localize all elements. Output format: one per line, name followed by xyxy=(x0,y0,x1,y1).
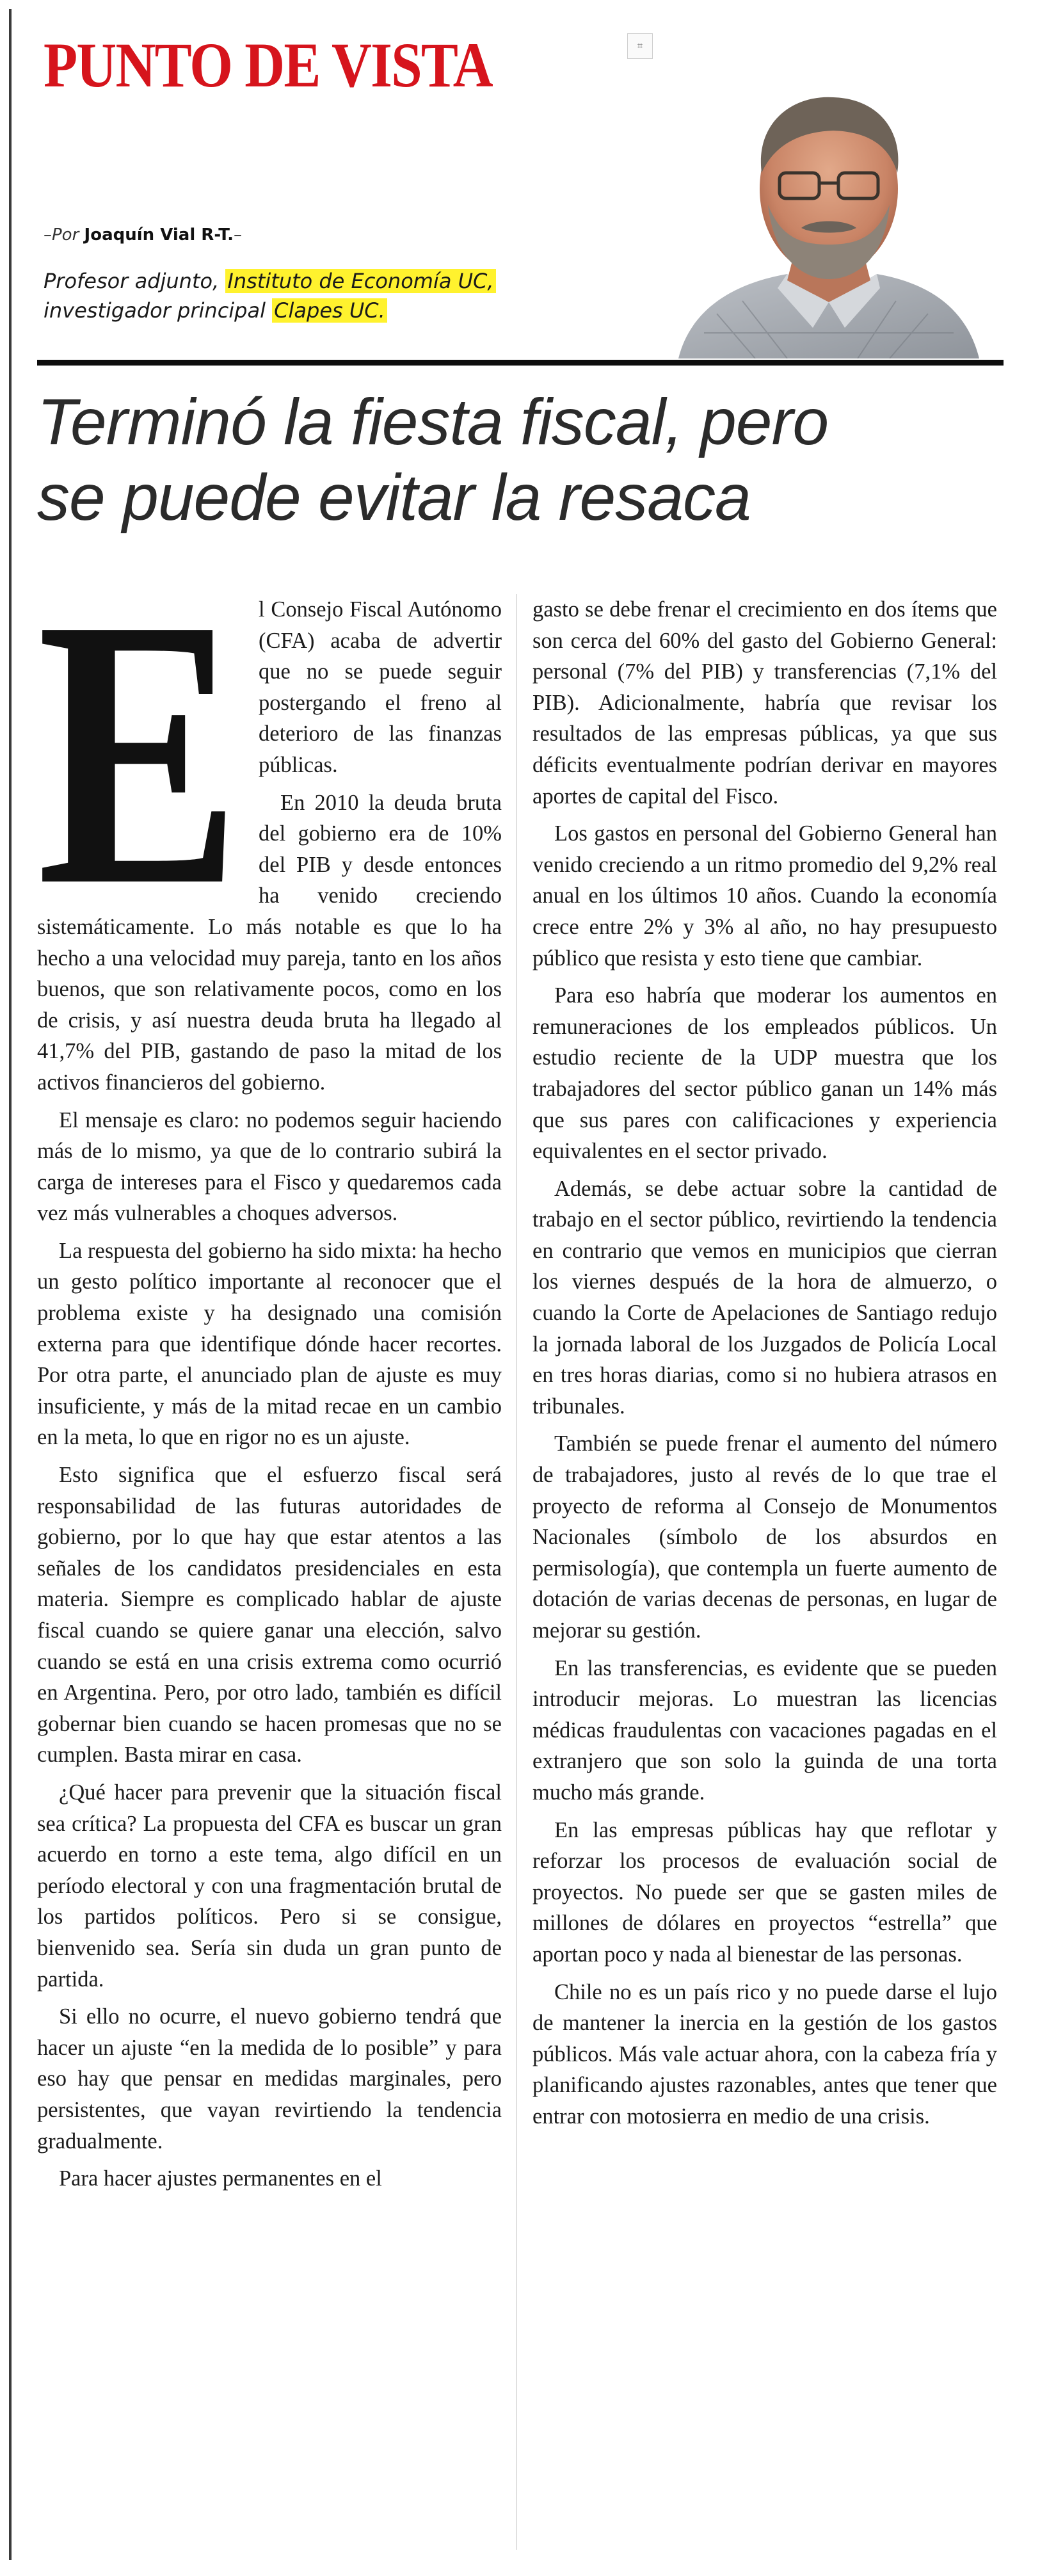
article-column-1 xyxy=(37,594,502,2201)
author-portrait xyxy=(666,77,992,358)
author-role-line-2 xyxy=(44,298,387,323)
headline-line-2: se puede evitar la resaca xyxy=(37,461,751,534)
byline xyxy=(44,225,242,245)
paragraph: El mensaje es claro: no podemos seguir haciendo más de lo mismo, ya que de lo contrario subirá la carga de intereses para el Fisco y quedaremos cada vez más vulnerables a choques adversos. xyxy=(37,1107,502,1226)
paragraph: La respuesta del gobierno ha sido mixta: ha hecho un gesto político importante al reconocer que el problema existe y ha designado una comisión externa para que identifique dónde hacer recortes. Por otra parte, el anunciado plan de ajuste es muy insuficiente, y más de la mitad recae en un cambio en la meta, lo que en rigor no es un ajuste. xyxy=(37,1238,502,1450)
headline-line-1: Terminó la fiesta fiscal, pero xyxy=(37,385,829,458)
paragraph: Para eso habría que moderar los aumentos en remuneraciones de los empleados públicos. Un estudio reciente de la UDP muestra que los trabajadores del sector público ganan un 14% más que sus pares con calificaciones y experiencia equivalentes en el sector privado. xyxy=(532,983,997,1164)
role-line1-prefix: Profesor adjunto, xyxy=(44,269,220,293)
affiliation-clapes-uc: Clapes UC. xyxy=(272,298,387,323)
drop-cap-letter: E xyxy=(37,597,241,885)
paragraph: Además, se debe actuar sobre la cantidad de trabajo en el sector público, revirtiendo la tendencia en contrario que vemos en municipios que cierran los viernes después de la hora de almuerzo, o cuando la Corte de Apelaciones de Santiago redujo la jornada laboral de los Juzgados de Policía Local en tres horas diarias, como si no hubiera atrasos en tribunales. xyxy=(532,1176,997,1419)
author-name: Joaquín Vial R-T. xyxy=(84,225,234,245)
section-kicker: PUNTO DE VISTA xyxy=(44,29,492,101)
paragraph: Los gastos en personal del Gobierno General han venido creciendo a un ritmo promedio del 9,2% real anual en los últimos 10 años. Cuando la economía crece entre 2% y 3% al año, no hay presupuesto público que resista y esto tiene que cambiar. xyxy=(532,821,997,970)
paragraph: l Consejo Fiscal Autónomo (CFA) acaba de advertir que no se puede seguir postergando el freno al deterioro de las finanzas públicas. xyxy=(259,597,502,777)
drop-cap xyxy=(37,597,242,885)
paragraph: Chile no es un país rico y no puede darse el lujo de mantener la inercia en la gestión de los gastos públicos. Más vale actuar ahora, con la cabeza fría y planificando ajustes razonables, antes que tener que entrar con motosierra en medio de una crisis. xyxy=(532,1979,997,2129)
role-line2-prefix: investigador principal xyxy=(44,298,266,323)
paragraph: En las transferencias, es evidente que se pueden introducir mejoras. Lo muestran las licencias médicas fraudulentas con vacaciones pagadas en el extranjero que son solo la guinda de una torta mucho más grande. xyxy=(532,1655,997,1805)
affiliation-instituto-economia-uc: Instituto de Economía UC, xyxy=(225,269,495,293)
byline-suffix: – xyxy=(233,225,242,245)
paragraph: gasto se debe frenar el crecimiento en dos ítems que son cerca del 60% del gasto del Gobierno General: personal (7% del PIB) y transferencias (7,1% del PIB). Adicionalmente, habría que revisar los resultados de las empresas públicas, ya que sus déficits eventualmente podrían derivar en mayores aportes de capital del Fisco. xyxy=(532,597,997,809)
paragraph: Esto significa que el esfuerzo fiscal será responsabilidad de las futuras autoridades de gobierno, por lo que hay que estar atentos a las señales de los candidatos presidenciales en esta materia. Siempre es complicado hablar de ajuste fiscal cuando se quiere ganar una elección, salvo cuando se está en una crisis extrema como ocurrió en Argentina. Pero, por otro lado, también es difícil gobernar bien cuando se hacen promesas que no se cumplen. Basta mirar en casa. xyxy=(37,1463,502,1767)
paragraph: Para hacer ajustes permanentes en el xyxy=(59,2166,382,2191)
image-placeholder-icon: ⌗ xyxy=(627,33,653,59)
paragraph: Si ello no ocurre, el nuevo gobierno tendrá que hacer un ajuste “en la medida de lo posible” y para eso hay que pensar en medidas marginales, pero persistentes, que vayan revirtiendo la tendencia gradualmente. xyxy=(37,2004,502,2153)
paragraph: ¿Qué hacer para prevenir que la situación fiscal sea crítica? La propuesta del CFA es buscar un gran acuerdo en torno a este tema, algo difícil en un período electoral y con una fragmentación brutal de los partidos políticos. Pero si se consigue, bienvenido sea. Sería sin duda un gran punto de partida. xyxy=(37,1780,502,1992)
author-role-line-1 xyxy=(44,269,496,293)
byline-prefix: –Por xyxy=(44,225,79,245)
paragraph: También se puede frenar el aumento del número de trabajadores, justo al revés de lo que trae el proyecto de reforma al Consejo de Monumentos Nacionales (símbolo de los absurdos en permisología), que contempla un fuerte aumento de dotación de varias decenas de personas, en lugar de mejorar su gestión. xyxy=(532,1431,997,1643)
paragraph: En las empresas públicas hay que reflotar y reforzar los procesos de evaluación social de proyectos. No puede ser que se gasten miles de millones de dólares en proyectos “estrella” que aportan poco y nada al bienestar de las personas. xyxy=(532,1817,997,1967)
article-column-2 xyxy=(532,594,997,2139)
paragraph: En 2010 la deuda bruta del gobierno era de 10% del PIB y desde entonces ha venido creciendo sistemáticamente. Lo más notable es que lo ha hecho a una velocidad muy pareja, tanto en los años buenos, que son relativamente pocos, como en los de crisis, y así nuestra deuda bruta ha llegado al 41,7% del PIB, gastando de paso la mitad de los activos financieros del gobierno. xyxy=(37,790,502,1095)
article-headline xyxy=(37,384,828,535)
headline-rule xyxy=(37,360,1004,366)
left-margin-rule xyxy=(9,9,12,2560)
